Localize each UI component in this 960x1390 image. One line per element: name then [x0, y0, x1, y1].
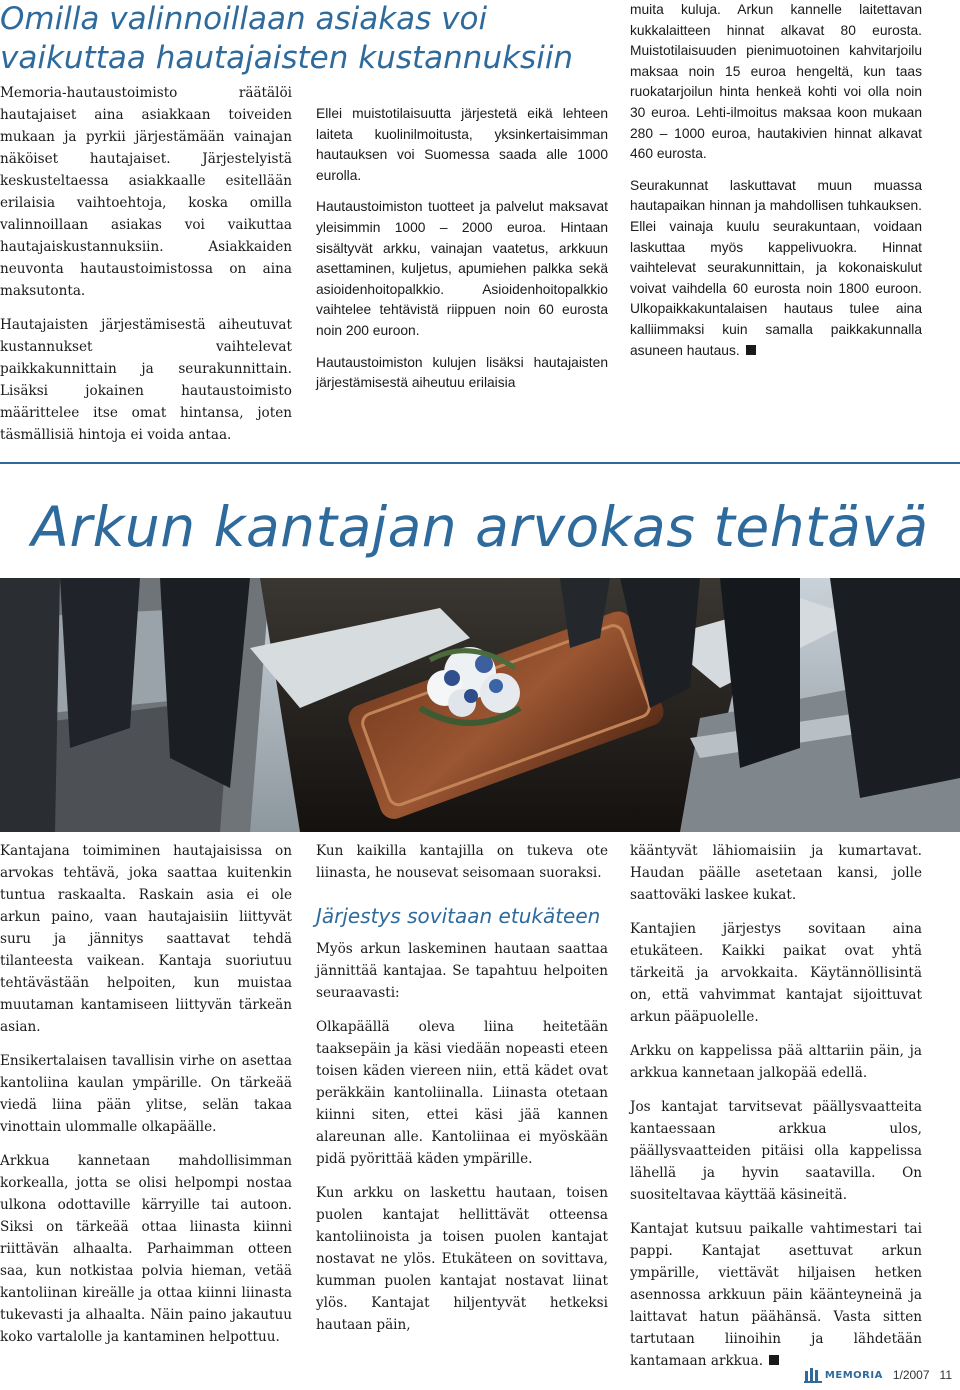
article2-column-1	[0, 840, 292, 1348]
logo-text: MEMORIA	[824, 1369, 883, 1381]
paragraph: Olkapäällä oleva liina heitetään taaksepäin ja käsi viedään nopeasti eteen toisen käden viereen niin, että kädet ovat peräkkäin kantoliinalla. Liinasta otetaan kiinni siten, ettei käsi jää kannen alareunan alle. Kantoliinaa ei myöskään pidä pyörittää käden ympärille.	[316, 1019, 608, 1167]
paragraph: Ensikertalaisen tavallisin virhe on asettaa kantoliina kaulan ympärille. On tärkeää viedä liina pään ylitse, selän takaa vinottain ulommalle olkapäälle.	[0, 1053, 292, 1135]
paragraph: Hautaustoimiston tuotteet ja palvelut maksavat yleisimmin 1000 – 2000 euroa. Hintaan sisältyvät arkku, vainajan vaatetus, arkkuun asettaminen, kuljetus, apumiehen palkka sekä asioidenhoitopalkkio. Asioidenhoitopalkkio vaihtelee tehtävistä riippuen noin 60 eurosta noin 200 euroon.	[316, 199, 608, 338]
article-title: Omilla valinnoillaan asiakas voi vaikuttaa hautajaisten kustannuksiin	[0, 1, 574, 76]
paragraph: Ellei muistotilaisuutta järjestetä eikä lehteen laiteta kuolinilmoitusta, yksinkertaisimman hautauksen voi Suomessa saada alle 1000 eurolla.	[316, 106, 608, 183]
article1-column-1	[0, 82, 292, 446]
end-of-article-mark	[746, 345, 756, 355]
article-title: Arkun kantajan arvokas tehtävä	[31, 495, 929, 559]
article1-column-2	[316, 104, 608, 405]
paragraph: Memoria-hautaustoimisto räätälöi hautajaiset aina asiakkaan toiveiden mukaan ja pyrkii järjestämään vainajan näköiset hautajaiset. Järjestelyistä keskusteltaessa asiakkaalle esitellään erilaisia vaihtoehtoja, koska omilla valinnoillaan asiakas voi vaikuttaa hautajaiskustannuksiin. Asiakkaiden neuvonta hautaustoimistossa on aina maksutonta.	[0, 85, 292, 299]
paragraph: Arkku on kappelissa pää alttariin päin, ja arkkua kannetaan jalkopää edellä.	[630, 1043, 922, 1081]
paragraph: Jos kantajat tarvitsevat päällysvaatteita kantaessaan arkkua ulos, päällysvaatteiden pitäisi olla kappelissa lähellä ja hyvin saatavilla. On suositeltavaa käyttää käsineitä.	[630, 1099, 922, 1203]
paragraph	[630, 1218, 922, 1372]
issue-number: 1/2007	[892, 1368, 930, 1382]
paragraph: kääntyvät lähiomaisiin ja kumartavat. Haudan päälle asetetaan kansi, jolle saattoväki laskee kukat.	[630, 843, 922, 903]
page-number: 11	[939, 1368, 952, 1382]
end-of-article-mark	[769, 1355, 779, 1365]
paragraph: Kun arkku on laskettu hautaan, toisen puolen kantajat hellittävät otteensa kantoliinoista ja toisen puolen kantajat nostavat ne ylös. Etukäteen on sovittava, kumman puolen kantajat nostavat liinat ylös. Kantajat hiljentyvät hetkeksi hautaan päin,	[316, 1185, 608, 1333]
article2-column-3	[630, 840, 922, 1372]
coffin-lowering-photo	[0, 578, 960, 832]
paragraph-text: Kantajat kutsuu paikalle vahtimestari tai pappi. Kantajat asettuvat arkun ympärille, viettävät hiljaisen hetken asennossa arkkuun päin käänteyneinä ja laittavat hatun päähänsä. Vasta sitten tartutaan liinoihin ja lähdetään kantamaan arkkua.	[630, 1221, 922, 1369]
article2-column-2	[316, 840, 608, 1336]
paragraph: Arkkua kannetaan mahdollisimman korkealla, jotta se olisi helpompi nostaa ulkona odottaville kärryille tai autoon. Siksi on tärkeää ottaa liinasta kiinni riittävän alhaalta. Parhaimman otteen saa, kun notkistaa polvia hieman, vetää kantoliinan kireälle ja ottaa kiinni liinasta tukevasti ja alhaalta. Näin paino jakautuu koko vartalolle ja kantaminen helpottuu.	[0, 1153, 292, 1345]
section-divider	[0, 462, 960, 464]
paragraph: Hautajaisten järjestämisestä aiheutuvat kustannukset vaihtelevat paikkakunnittain ja seurakunnittain. Lisäksi jokainen hautaustoimisto määrittelee itse omat hintansa, joten täsmällisiä hintoja ei voida antaa.	[0, 317, 292, 443]
subheading: Järjestys sovitaan etukäteen	[316, 904, 601, 928]
memoria-logo	[804, 1367, 883, 1383]
memoria-logo-icon	[804, 1367, 822, 1383]
paragraph-text: Seurakunnat laskuttavat muun muassa hautapaikan hinnan ja mahdollisen tuhkauksen. Ellei vainaja kuulu seurakuntaan, voidaan laskuttaa myös kappelivuokra. Hinnat vaihtelevat seurakunnittain, ja kokonaiskulut voivat vaihdella 60 eurosta noin 1800 euroon. Ulkopaikkakuntalaisen hautaus tulee aina kalliimmaksi kuin samalla paikkakunnalla asuneen hautaus.	[630, 177, 922, 358]
paragraph: Kantajana toimiminen hautajaisissa on arvokas tehtävä, joka saattaa kuitenkin tuntua raskaalta. Raskain asia ei ole arkun paino, vaan hautajaisiin liittyvät suru ja jännitys saattavat tehdä tilanteesta vaikean. Kantaja suoriutuu tehtävästään helpoiten, kun muistaa muutaman kantamiseen liittyvän tärkeän asian.	[0, 843, 292, 1035]
paragraph: muita kuluja. Arkun kannelle laitettavan kukkalaitteen hinnat alkavat 80 eurosta. Muistotilaisuuden pienimuotoinen kahvitarjoilu maksaa noin 15 euroa hengeltä, kun taas ruokatarjoilun hinta henkeä kohti voi olla noin 30 euroa. Lehti-ilmoitus maksaa koon mukaan 280 – 1000 euroa, hautakivien hinnat alkavat 460 eurosta.	[630, 2, 922, 162]
paragraph: Kantajien järjestys sovitaan aina etukäteen. Kaikki paikat ovat yhtä tärkeitä ja arvokkaita. Käytännöllisintä on, että vahvimmat kantajat sijoittuvat arkun pääpuolelle.	[630, 921, 922, 1025]
paragraph: Hautaustoimiston kulujen lisäksi hautajaisten järjestämisestä aiheutuu erilaisia	[316, 354, 608, 391]
article1-column-3	[630, 0, 922, 372]
page-footer	[804, 1366, 952, 1384]
paragraph: Kun kaikilla kantajilla on tukeva ote liinasta, he nousevat seisomaan suoraksi.	[316, 843, 608, 881]
paragraph: Myös arkun laskeminen hautaan saattaa jännittää kantajaa. Se tapahtuu helpoiten seuraavasti:	[316, 941, 608, 1001]
paragraph	[630, 176, 922, 361]
